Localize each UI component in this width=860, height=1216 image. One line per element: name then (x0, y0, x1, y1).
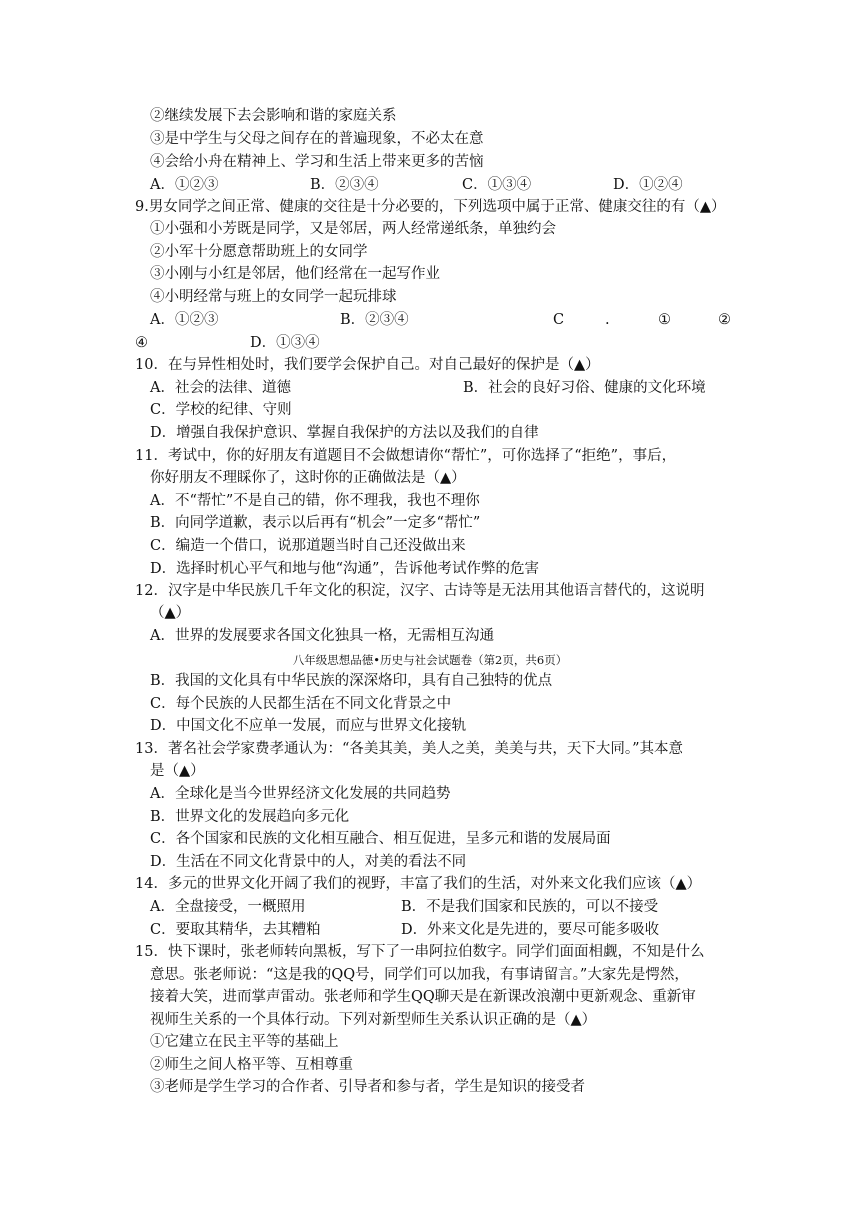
q9-option-c-4: ④ (135, 335, 148, 351)
q11-option-b: B．向同学道歉，表示以后再有“机会”一定多“帮忙” (150, 515, 481, 531)
q12-stem-line2: （▲） (150, 605, 191, 621)
q9-option-b: B．②③④ (340, 312, 409, 328)
q13-option-d: D．生活在不同文化背景中的人，对美的看法不同 (150, 854, 467, 870)
q8-option-a: A．①②③ (150, 177, 219, 193)
q13-stem-line2: 是（▲） (150, 763, 205, 779)
q8-item-4: ④会给小舟在精神上、学习和生活上带来更多的苦恼 (150, 154, 484, 170)
q15-stem-line1: 15．快下课时，张老师转向黑板，写下了一串阿拉伯数字。同学们面面相觑，不知是什么 (135, 944, 705, 960)
q10-stem: 10．在与异性相处时，我们要学会保护自己。对自己最好的保护是（▲） (135, 357, 600, 373)
q10-option-d: D．增强自我保护意识、掌握自我保护的方法以及我们的自律 (150, 425, 539, 441)
q9-item-3: ③小刚与小红是邻居，他们经常在一起写作业 (150, 266, 440, 282)
q11-option-a: A．不“帮忙”不是自己的错，你不理我，我也不理你 (150, 493, 480, 509)
q12-stem-line1: 12．汉字是中华民族几千年文化的积淀，汉字、古诗等是无法用其他语言替代的，这说明 (135, 583, 705, 599)
q11-stem-line1: 11．考试中，你的好朋友有道题目不会做想请你“帮忙”，可你选择了“拒绝”，事后， (135, 448, 677, 464)
q12-option-a: A．世界的发展要求各国文化独具一格，无需相互沟通 (150, 628, 494, 644)
q8-option-b: B．②③④ (310, 177, 379, 193)
q13-option-c: C．各个国家和民族的文化相互融合、相互促进，呈多元和谐的发展局面 (150, 831, 611, 847)
q14-option-c: C．要取其精华，去其糟粕 (150, 922, 321, 938)
q8-option-d: D．①②④ (613, 177, 683, 193)
q8-item-3: ③是中学生与父母之间存在的普遍现象，不必太在意 (150, 131, 484, 147)
q15-item-1: ①它建立在民主平等的基础上 (150, 1034, 339, 1050)
q13-option-a: A．全球化是当今世界经济文化发展的共同趋势 (150, 786, 451, 802)
q11-stem-line2: 你好朋友不理睬你了，这时你的正确做法是（▲） (150, 470, 466, 486)
q9-options-line2 (135, 333, 535, 353)
q11-option-d: D．选择时机心平气和地与他“沟通”，告诉他考试作弊的危害 (150, 561, 539, 577)
q11-option-c: C．编造一个借口，说那道题当时自己还没做出来 (150, 538, 466, 554)
q14-options-row1 (150, 897, 750, 917)
q9-option-c-2: ② (718, 312, 731, 328)
q9-option-d: D．①③④ (250, 335, 320, 351)
q12-option-b: B．我国的文化具有中华民族的深深烙印，具有自己独特的优点 (150, 673, 553, 689)
q8-option-c: C．①③④ (462, 177, 532, 193)
q15-stem-line2: 意思。张老师说：“这是我的QQ号，同学们可以加我，有事请留言。”大家先是愕然， (150, 967, 689, 983)
q14-stem: 14．多元的世界文化开阔了我们的视野，丰富了我们的生活，对外来文化我们应该（▲） (135, 876, 702, 892)
q14-options-row2 (150, 920, 750, 940)
q9-option-c-dot: . (605, 312, 610, 328)
q10-option-c: C．学校的纪律、守则 (150, 402, 292, 418)
q15-item-2: ②师生之间人格平等、互相尊重 (150, 1057, 353, 1073)
q10-options-row1 (150, 378, 750, 398)
q8-options (150, 175, 750, 195)
q9-option-c-1: ① (658, 312, 671, 328)
q13-option-b: B．世界文化的发展趋向多元化 (150, 809, 350, 825)
q15-stem-line4: 视师生关系的一个具体行动。下列对新型师生关系认识正确的是（▲） (150, 1012, 597, 1028)
q9-item-4: ④小明经常与班上的女同学一起玩排球 (150, 289, 397, 305)
q9-option-c-letter: C (553, 312, 565, 328)
q9-options (150, 310, 750, 330)
q9-item-2: ②小军十分愿意帮助班上的女同学 (150, 244, 368, 260)
q13-stem-line1: 13．著名社会学家费孝通认为：“各美其美，美人之美，美美与共，天下大同。”其本意 (135, 741, 684, 757)
q9-stem: 9.男女同学之间正常、健康的交往是十分必要的，下列选项中属于正常、健康交往的有（▲） (135, 199, 726, 215)
q15-item-3: ③老师是学生学习的合作者、引导者和参与者，学生是知识的接受者 (150, 1079, 585, 1095)
q12-option-d: D．中国文化不应单一发展，而应与世界文化接轨 (150, 718, 467, 734)
q14-option-b: B．不是我们国家和民族的，可以不接受 (401, 899, 659, 915)
q10-option-a: A．社会的法律、道德 (150, 380, 291, 396)
page-footer: 八年级思想品德•历史与社会试题卷（第2页，共6页） (292, 653, 568, 667)
q9-item-1: ①小强和小芳既是同学，又是邻居，两人经常递纸条，单独约会 (150, 221, 556, 237)
q14-option-a: A．全盘接受，一概照用 (150, 899, 306, 915)
q8-item-2: ②继续发展下去会影响和谐的家庭关系 (150, 108, 397, 124)
q9-option-a: A．①②③ (150, 312, 219, 328)
q15-stem-line3: 接着大笑，进而掌声雷动。张老师和学生QQ聊天是在新课改浪潮中更新观念、重新审 (150, 989, 696, 1005)
q10-option-b: B．社会的良好习俗、健康的文化环境 (463, 380, 706, 396)
q14-option-d: D．外来文化是先进的，要尽可能多吸收 (401, 922, 660, 938)
q12-option-c: C．每个民族的人民都生活在不同文化背景之中 (150, 696, 452, 712)
